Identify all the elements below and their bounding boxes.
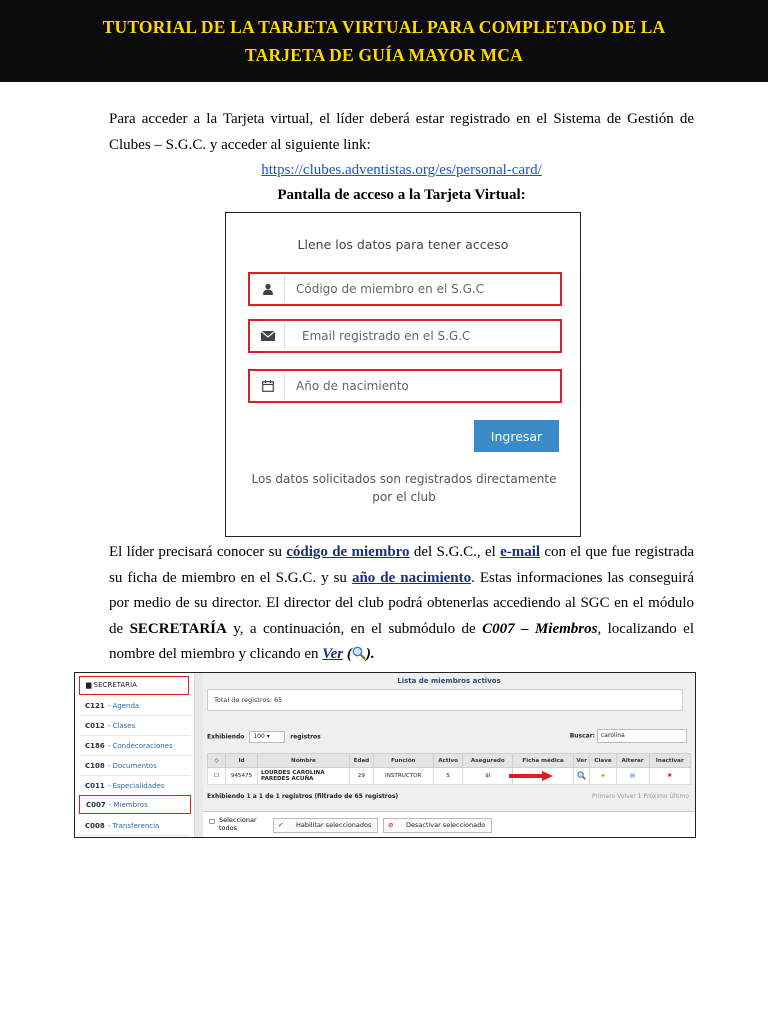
records-summary: Exhibiendo 1 a 1 de 1 registros (filtrado de 65 registros)	[207, 793, 399, 800]
page-size-value: 100	[253, 733, 265, 740]
sgc-sidebar	[75, 673, 195, 837]
search-label: Buscar:	[569, 732, 596, 740]
col-header[interactable]: Alterar	[616, 754, 649, 768]
sidebar-code: C012	[85, 722, 105, 730]
instructions-paragraph	[109, 540, 694, 668]
members-table	[207, 753, 691, 785]
sidebar-code: C007	[86, 801, 106, 809]
title-line-1: TUTORIAL DE LA TARJETA VIRTUAL PARA COMPLETADO DE LA	[102, 17, 666, 37]
search-input[interactable]: carolina	[597, 729, 687, 743]
sidebar-module-label: SECRETARÍA	[93, 681, 137, 689]
cell-id: 945475	[226, 768, 258, 785]
text-seg: del S.G.C., el	[409, 544, 501, 560]
birth-year-keyword: año de nacimiento	[351, 569, 472, 586]
ingresar-button[interactable]: Ingresar	[474, 420, 559, 452]
table-footer	[207, 793, 691, 805]
select-all[interactable]	[209, 816, 269, 832]
block-icon: ⊘	[388, 821, 394, 829]
birth-year-field[interactable]	[248, 369, 562, 403]
sidebar-code: C008	[85, 822, 105, 830]
sidebar-label: Documentos	[112, 762, 157, 770]
login-title: Llene los datos para tener acceso	[297, 237, 509, 252]
sidebar-label: Condecoraciones	[112, 742, 173, 750]
sidebar-label: Clases	[112, 722, 136, 730]
cell-edad: 29	[349, 768, 373, 785]
col-header[interactable]: Id	[226, 754, 258, 768]
pagination[interactable]: Primero Volver 1 Próximo Último	[592, 793, 689, 800]
text-seg: y, a continuación, en el submódulo de	[226, 620, 483, 637]
col-header[interactable]: Edad	[349, 754, 373, 768]
cell-funcion: INSTRUCTOR	[373, 768, 433, 785]
intro-paragraph: Para acceder a la Tarjeta virtual, el líder deberá estar registrado en el Sistema de Gestión de Clubes – S.G.C. y acceder al siguiente link:	[109, 111, 694, 153]
paren-open: (	[343, 646, 352, 662]
members-panel	[203, 673, 695, 837]
sidebar-item-documentos[interactable]: C108 - Documentos	[79, 757, 191, 776]
members-title: Lista de miembros activos	[397, 677, 501, 685]
login-caption: Pantalla de acceso a la Tarjeta Virtual:	[277, 187, 526, 203]
text-seg: . Estas informaciones las conseguirá por medio de su director. El director del club podrá obtenerlas accediendo al SGC en el módulo de	[109, 569, 694, 637]
col-header[interactable]: Función	[373, 754, 433, 768]
col-header[interactable]: Ver	[573, 754, 590, 768]
red-arrow-icon	[509, 771, 553, 781]
sidebar-item-agenda[interactable]: C121 - Agenda	[79, 697, 191, 716]
cell-nombre: LOURDES CAROLINA PAREDES ACUÑA	[257, 768, 349, 785]
member-code-placeholder: Código de miembro en el S.G.C	[296, 282, 485, 296]
col-header[interactable]: Inactivar	[649, 754, 690, 768]
link-line	[109, 158, 694, 182]
sgc-members-screenshot	[74, 672, 696, 838]
sidebar-item-condecoraciones[interactable]: C186 - Condecoraciones	[79, 737, 191, 756]
member-code-keyword: código de miembro	[286, 544, 410, 560]
col-header[interactable]: Asegurado	[463, 754, 513, 768]
secretaria-keyword: SECRETARÍA	[129, 620, 227, 637]
text-seg: con el que fue registrada su ficha de miembro en el S.G.C. y su	[109, 544, 694, 586]
sidebar-code: C011	[85, 782, 105, 790]
birth-year-placeholder: Año de nacimiento	[296, 379, 409, 393]
text-seg: , localizando el nombre del miembro y clicando en	[109, 620, 694, 662]
col-header[interactable]: Clave	[590, 754, 616, 768]
paren-close: ).	[365, 646, 375, 662]
edit-icon[interactable]: ▤	[616, 768, 649, 785]
sidebar-label: Especialidades	[112, 782, 165, 790]
member-code-field[interactable]	[248, 272, 562, 306]
key-icon[interactable]: ▰	[590, 768, 616, 785]
magnifier-icon	[352, 646, 366, 660]
row-checkbox[interactable]: ☐	[208, 768, 226, 785]
show-suffix: registros	[290, 733, 321, 741]
sidebar-code: C108	[85, 762, 105, 770]
title-line-2: TARJETA DE GUÍA MAYOR MCA	[245, 45, 523, 65]
table-controls	[207, 731, 691, 745]
sidebar-label: Miembros	[113, 801, 148, 809]
inactivate-icon[interactable]: ✖	[649, 768, 690, 785]
check-icon: ✔	[278, 821, 284, 829]
sidebar-label: Transferencia	[112, 822, 160, 830]
text-seg: El líder precisará conocer su	[109, 544, 287, 560]
sidebar-code: C186	[85, 742, 105, 750]
col-header[interactable]: Nombre	[257, 754, 349, 768]
personal-card-link[interactable]: https://clubes.adventistas.org/es/personal-card/	[261, 162, 542, 178]
table-header	[208, 754, 691, 768]
calendar-icon	[252, 373, 285, 399]
sidebar-scrollbar[interactable]	[195, 673, 203, 837]
cell-activo: S	[433, 768, 463, 785]
ver-magnifier-icon[interactable]	[573, 768, 590, 785]
page-size-select[interactable]: 100 ▾	[249, 731, 285, 743]
col-header[interactable]: Ficha médica	[513, 754, 574, 768]
envelope-icon	[252, 323, 285, 349]
ver-keyword: Ver	[322, 646, 344, 662]
login-footer-note: Los datos solicitados son registrados directamente por el club	[251, 472, 557, 504]
document-icon: ▆	[86, 681, 92, 689]
sidebar-item-especialidades[interactable]: C011 - Especialidades	[79, 777, 191, 796]
email-placeholder: Email registrado en el S.G.C	[302, 329, 471, 343]
enable-label: Habilitar seleccionados	[296, 821, 372, 829]
miembros-keyword: C007 – Miembros	[482, 620, 598, 637]
user-icon	[252, 276, 285, 302]
login-screenshot	[225, 212, 581, 537]
sidebar-module-secretaria[interactable]	[79, 676, 189, 695]
bulk-actions	[203, 811, 695, 837]
sidebar-item-miembros[interactable]: C007 - Miembros	[79, 795, 191, 814]
enable-selected-button[interactable]	[273, 818, 378, 833]
checkbox-icon: ☐	[209, 818, 215, 826]
col-header[interactable]: Activo	[433, 754, 463, 768]
select-col: ◇	[208, 754, 226, 768]
email-field[interactable]	[248, 319, 562, 353]
sidebar-item-transferencia[interactable]: C008 - Transferencia	[79, 817, 191, 836]
cell-asegurado: $I	[463, 768, 513, 785]
sidebar-item-clases[interactable]: C012 - Clases	[79, 717, 191, 736]
total-records: Total de registros: 65	[207, 689, 683, 711]
title-banner	[0, 0, 768, 82]
sidebar-label: Agenda	[112, 702, 140, 710]
table-row	[208, 768, 691, 785]
search-box	[570, 729, 687, 743]
sidebar-code: C121	[85, 702, 105, 710]
email-keyword: e-mail	[500, 544, 541, 560]
disable-selected-button[interactable]	[383, 818, 492, 833]
show-label: Exhibiendo	[207, 733, 245, 741]
select-all-label: Seleccionar todos	[219, 816, 257, 832]
disable-label: Desactivar seleccionado	[406, 821, 486, 829]
